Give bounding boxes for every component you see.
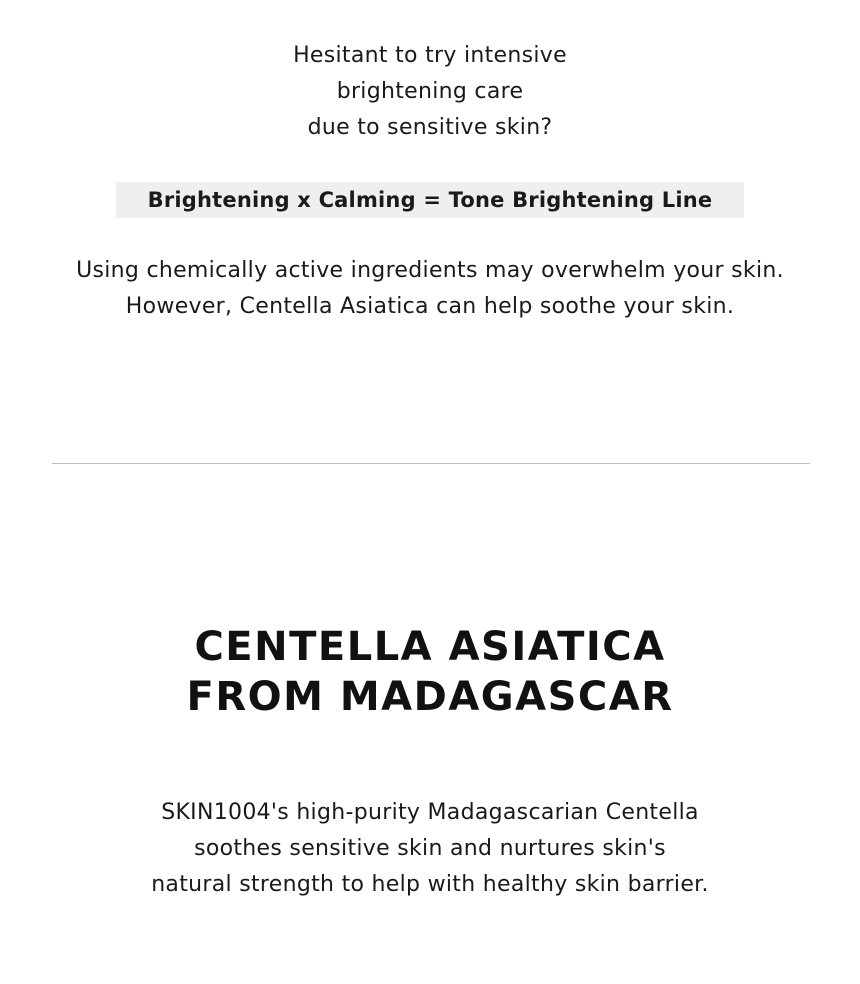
description-line: However, Centella Asiatica can help soothe your skin. [125, 294, 735, 319]
body-line: natural strength to help with healthy skin barrier. [151, 872, 709, 897]
intro-line: due to sensitive skin? [307, 115, 553, 140]
intro-question [0, 38, 860, 146]
highlight-banner: Brightening x Calming = Tone Brightening Line [116, 182, 744, 218]
description-text [0, 253, 860, 325]
section-divider [52, 463, 810, 464]
body-line: SKIN1004's high-purity Madagascarian Centella [161, 800, 699, 825]
intro-line: Hesitant to try intensive [293, 43, 567, 68]
intro-line: brightening care [336, 79, 524, 104]
description-line: Using chemically active ingredients may overwhelm your skin. [76, 258, 784, 283]
body-line: soothes sensitive skin and nurtures skin's [194, 836, 666, 861]
headline-line: CENTELLA ASIATICA [194, 624, 666, 670]
headline-line: FROM MADAGASCAR [186, 674, 674, 720]
body-copy [0, 795, 860, 903]
section-headline [0, 622, 860, 722]
